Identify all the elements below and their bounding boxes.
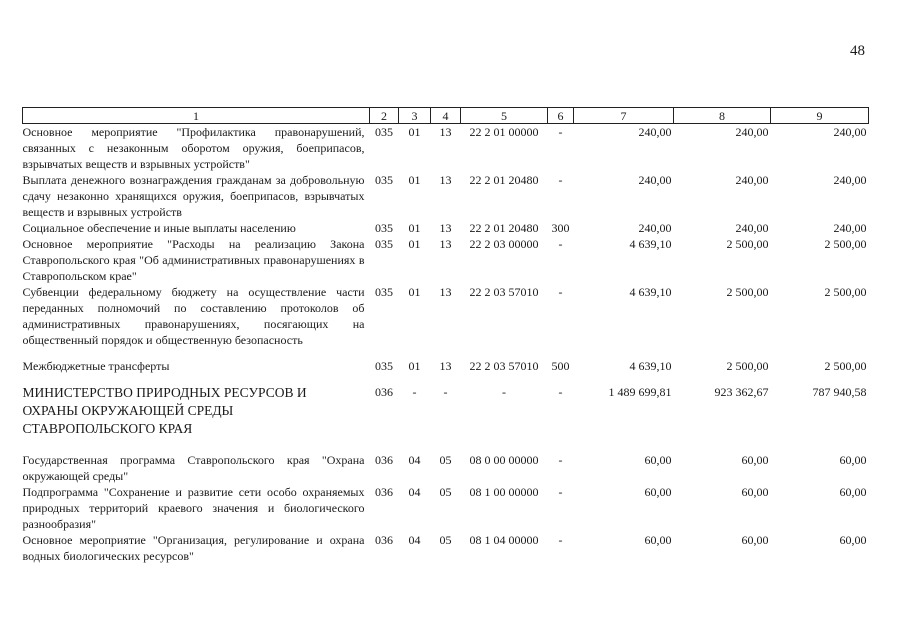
subsection-code: 13	[439, 125, 452, 139]
column-header: 3	[399, 108, 431, 124]
section-code: 04	[408, 453, 421, 467]
subsection-code: 05	[439, 533, 452, 547]
ministry-code: 036	[375, 485, 393, 499]
amount-col7: 240,00	[638, 173, 672, 187]
table-header-row	[23, 108, 869, 124]
expense-type-code: -	[558, 485, 563, 499]
expense-type-code: 300	[551, 221, 570, 235]
section-code: 04	[408, 485, 421, 499]
page-number: 48	[850, 43, 865, 59]
amount-col9: 60,00	[839, 485, 867, 499]
column-header: 4	[431, 108, 461, 124]
amount-col9: 60,00	[839, 533, 867, 547]
expense-type-code: -	[558, 453, 563, 467]
expense-type-code: -	[558, 125, 563, 139]
amount-col9: 2 500,00	[824, 237, 867, 251]
table-row-ministry	[23, 374, 869, 438]
subsection-code: 13	[439, 221, 452, 235]
expense-type-code: -	[558, 285, 563, 299]
row-name: Межбюджетные трансферты	[22, 359, 170, 373]
amount-col8: 240,00	[735, 125, 769, 139]
table-row	[23, 236, 869, 284]
amount-col9: 240,00	[833, 173, 867, 187]
row-name: Основное мероприятие "Организация, регулирование и охрана водных биологических ресурсов"	[22, 533, 365, 563]
amount-col9: 2 500,00	[824, 359, 867, 373]
expense-type-code: 500	[551, 359, 570, 373]
column-header: 2	[370, 108, 399, 124]
amount-col8: 2 500,00	[726, 285, 769, 299]
expense-type-code: -	[558, 533, 563, 547]
expense-type-code: -	[558, 385, 563, 399]
amount-col8: 60,00	[741, 453, 769, 467]
amount-col7: 240,00	[638, 125, 672, 139]
amount-col9: 2 500,00	[824, 285, 867, 299]
amount-col7: 4 639,10	[629, 285, 672, 299]
ministry-code: 036	[375, 533, 393, 547]
target-article-code: 08 0 00 00000	[469, 453, 539, 467]
target-article-code: 22 2 01 20480	[469, 221, 539, 235]
subsection-code: 13	[439, 359, 452, 373]
target-article-code: 22 2 03 57010	[469, 359, 539, 373]
amount-col7: 240,00	[638, 221, 672, 235]
expense-type-code: -	[558, 237, 563, 251]
subsection-code: 13	[439, 173, 452, 187]
amount-col8: 240,00	[735, 221, 769, 235]
target-article-code: -	[502, 385, 506, 399]
section-code: 01	[408, 359, 421, 373]
row-name: Подпрограмма "Сохранение и развитие сети особо охраняемых природных территорий краевого значения и биологического разнообразия"	[22, 485, 365, 531]
amount-col9: 60,00	[839, 453, 867, 467]
target-article-code: 08 1 04 00000	[469, 533, 539, 547]
row-name: Государственная программа Ставропольского края "Охрана окружающей среды"	[22, 453, 365, 483]
table-row	[23, 484, 869, 532]
ministry-code: 036	[375, 453, 393, 467]
table-row	[23, 124, 869, 173]
row-name: Субвенции федеральному бюджету на осуществление части переданных полномочий по составлению протоколов об административных правонарушениях, посягающих на общественный порядок и общественную безопасность	[22, 285, 365, 347]
column-header: 7	[574, 108, 674, 124]
subsection-code: -	[443, 385, 448, 399]
section-code: 01	[408, 221, 421, 235]
section-code: 01	[408, 285, 421, 299]
section-code: 01	[408, 173, 421, 187]
section-code: 04	[408, 533, 421, 547]
target-article-code: 22 2 01 20480	[469, 173, 539, 187]
target-article-code: 22 2 03 00000	[469, 237, 539, 251]
section-code: -	[412, 385, 417, 399]
amount-col7: 60,00	[644, 533, 672, 547]
amount-col9: 240,00	[833, 221, 867, 235]
expense-type-code: -	[558, 173, 563, 187]
subsection-code: 13	[439, 237, 452, 251]
target-article-code: 22 2 03 57010	[469, 285, 539, 299]
column-header: 1	[23, 108, 370, 124]
ministry-code: 035	[375, 173, 393, 187]
ministry-code: 035	[375, 237, 393, 251]
column-header: 9	[771, 108, 869, 124]
amount-col7: 60,00	[644, 485, 672, 499]
target-article-code: 08 1 00 00000	[469, 485, 539, 499]
amount-col7: 4 639,10	[629, 237, 672, 251]
row-name: Социальное обеспечение и иные выплаты населению	[22, 221, 296, 235]
budget-table	[22, 107, 869, 564]
amount-col9: 787 940,58	[812, 385, 867, 399]
ministry-code: 035	[375, 221, 393, 235]
row-name: Выплата денежного вознаграждения гражданам за добровольную сдачу незаконно хранящихся оружия, боеприпасов, взрывчатых веществ и взрывных устройств	[22, 173, 365, 219]
amount-col7: 60,00	[644, 453, 672, 467]
table-row	[23, 348, 869, 374]
subsection-code: 05	[439, 453, 452, 467]
column-header: 6	[548, 108, 574, 124]
subsection-code: 05	[439, 485, 452, 499]
section-code: 01	[408, 125, 421, 139]
amount-col8: 923 362,67	[714, 385, 769, 399]
amount-col9: 240,00	[833, 125, 867, 139]
row-name: Основное мероприятие "Расходы на реализацию Закона Ставропольского края "Об административных правонарушениях в Ставропольском крае"	[22, 237, 365, 283]
amount-col8: 60,00	[741, 533, 769, 547]
amount-col7: 1 489 699,81	[608, 385, 672, 399]
ministry-code: 035	[375, 285, 393, 299]
amount-col8: 2 500,00	[726, 237, 769, 251]
amount-col8: 240,00	[735, 173, 769, 187]
table-row	[23, 284, 869, 348]
table-row	[23, 532, 869, 564]
ministry-code: 036	[375, 385, 393, 399]
column-header: 8	[674, 108, 771, 124]
section-code: 01	[408, 237, 421, 251]
target-article-code: 22 2 01 00000	[469, 125, 539, 139]
amount-col8: 2 500,00	[726, 359, 769, 373]
table-row	[23, 220, 869, 236]
table-row	[23, 438, 869, 484]
column-header: 5	[461, 108, 548, 124]
table-row	[23, 172, 869, 220]
ministry-code: 035	[375, 359, 393, 373]
ministry-name: МИНИСТЕРСТВО ПРИРОДНЫХ РЕСУРСОВ И ОХРАНЫ ОКРУЖАЮЩЕЙ СРЕДЫ СТАВРОПОЛЬСКОГО КРАЯ	[22, 385, 307, 436]
ministry-code: 035	[375, 125, 393, 139]
row-name: Основное мероприятие "Профилактика правонарушений, связанных с незаконным оборотом оружия, боеприпасов, взрывчатых веществ и взрывных устройств"	[22, 125, 365, 171]
subsection-code: 13	[439, 285, 452, 299]
amount-col8: 60,00	[741, 485, 769, 499]
amount-col7: 4 639,10	[629, 359, 672, 373]
